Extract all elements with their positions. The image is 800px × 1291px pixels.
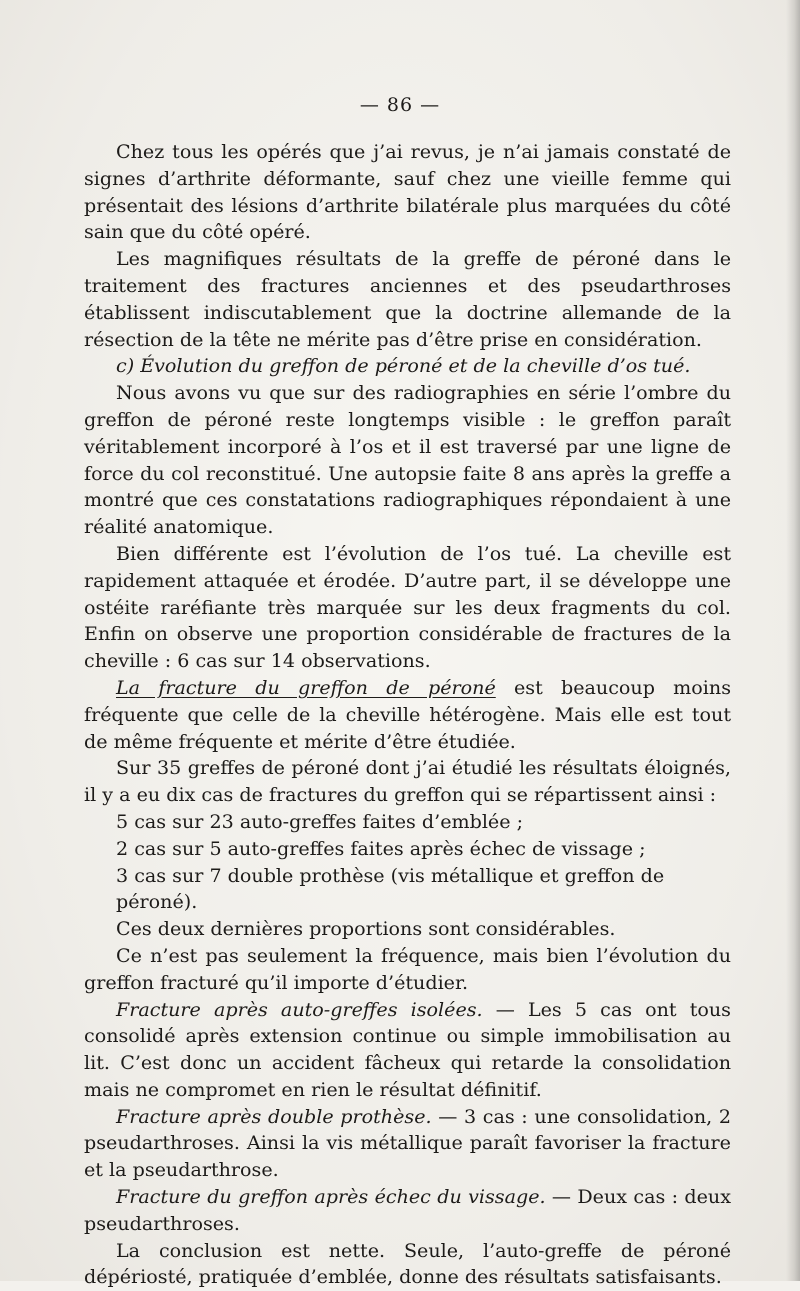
emphasis-echec-vissage: Fracture du greffon après échec du vissage.	[116, 1185, 546, 1209]
paragraph-double-prothese-text: — 3 cas : une consolidation, 2 pseudarthroses. Ainsi la vis métallique paraît favoriser la fracture et la pseudarthrose.	[84, 1104, 731, 1182]
emphasis-fracture-greffon: La fracture du greffon de péroné	[116, 675, 496, 699]
list-item: 5 cas sur 23 auto-greffes faites d’emblée ;	[116, 809, 524, 833]
page-edge-shadow	[786, 0, 800, 1281]
paragraph-fracture-greffon-text: est beaucoup moins fréquente que celle de la cheville hétérogène. Mais elle est tout de même fréquente et mérite d’être étudiée.	[84, 675, 731, 753]
paragraph-greffes-statistiques: Sur 35 greffes de péroné dont j’ai étudié les résultats éloignés, il y a eu dix cas de fractures du greffon qui se répartissent ainsi :	[84, 756, 731, 807]
paragraph-echec-vissage	[84, 1184, 731, 1238]
paragraph-arthrite: Chez tous les opérés que j’ai revus, je n’ai jamais constaté de signes d’arthrite déformante, sauf chez une vieille femme qui présentait des lésions d’arthrite bilatérale plus marquées du côté sain que du côté opéré.	[84, 140, 731, 244]
paragraph-os-tue: Bien différente est l’évolution de l’os tué. La cheville est rapidement attaquée et érodée. D’autre part, il se développe une ostéite raréfiante très marquée sur les deux fragments du col. Enfin on observe une proportion considérable de fractures de la cheville : 6 cas sur 14 observations.	[84, 541, 731, 673]
paragraph-conclusion: La conclusion est nette. Seule, l’auto-greffe de péroné dépériosté, pratiquée d’emblée, donne des résultats satisfaisants.	[84, 1238, 731, 1289]
paragraph-fracture-greffon	[84, 675, 731, 755]
paragraph-radiographies: Nous avons vu que sur des radiographies en série l’ombre du greffon de péroné reste longtemps visible : le greffon paraît véritablement incorporé à l’os et il est traversé par une ligne de force du col reconstitué. Une autopsie faite 8 ans après la greffe a montré que ces constatations radiographiques répondaient à une réalité anatomique.	[84, 381, 731, 539]
emphasis-double-prothese: Fracture après double prothèse.	[116, 1104, 432, 1128]
section-heading-c: c) Évolution du greffon de péroné et de la cheville d’os tué.	[116, 354, 691, 378]
paragraph-proportions: Ces deux dernières proportions sont considérables.	[116, 917, 616, 941]
list-item: 2 cas sur 5 auto-greffes faites après échec de vissage ;	[116, 836, 646, 860]
paragraph-double-prothese	[84, 1104, 731, 1184]
paragraph-auto-greffes-text: — Les 5 cas ont tous consolidé après extension continue ou simple immobilisation au lit. C’est donc un accident fâcheux qui retarde la consolidation mais ne compromet en rien le résultat définitif.	[84, 997, 731, 1101]
paragraph-evolution: Ce n’est pas seulement la fréquence, mais bien l’évolution du greffon fracturé qu’il importe d’étudier.	[84, 943, 731, 994]
body-text	[84, 139, 731, 1291]
paragraph-echec-vissage-text: — Deux cas : deux pseudarthroses.	[84, 1185, 731, 1235]
paragraph-resultats: Les magnifiques résultats de la greffe de péroné dans le traitement des fractures anciennes et des pseudarthroses établissent indiscutablement que la doctrine allemande de la résection de la tête ne mérite pas d’être prise en considération.	[84, 247, 731, 351]
list-item: 3 cas sur 7 double prothèse (vis métallique et greffon de péroné).	[116, 863, 665, 914]
emphasis-auto-greffes: Fracture après auto-greffes isolées.	[116, 997, 483, 1021]
page-number: — 86 —	[359, 94, 441, 116]
paragraph-auto-greffes	[84, 997, 731, 1104]
